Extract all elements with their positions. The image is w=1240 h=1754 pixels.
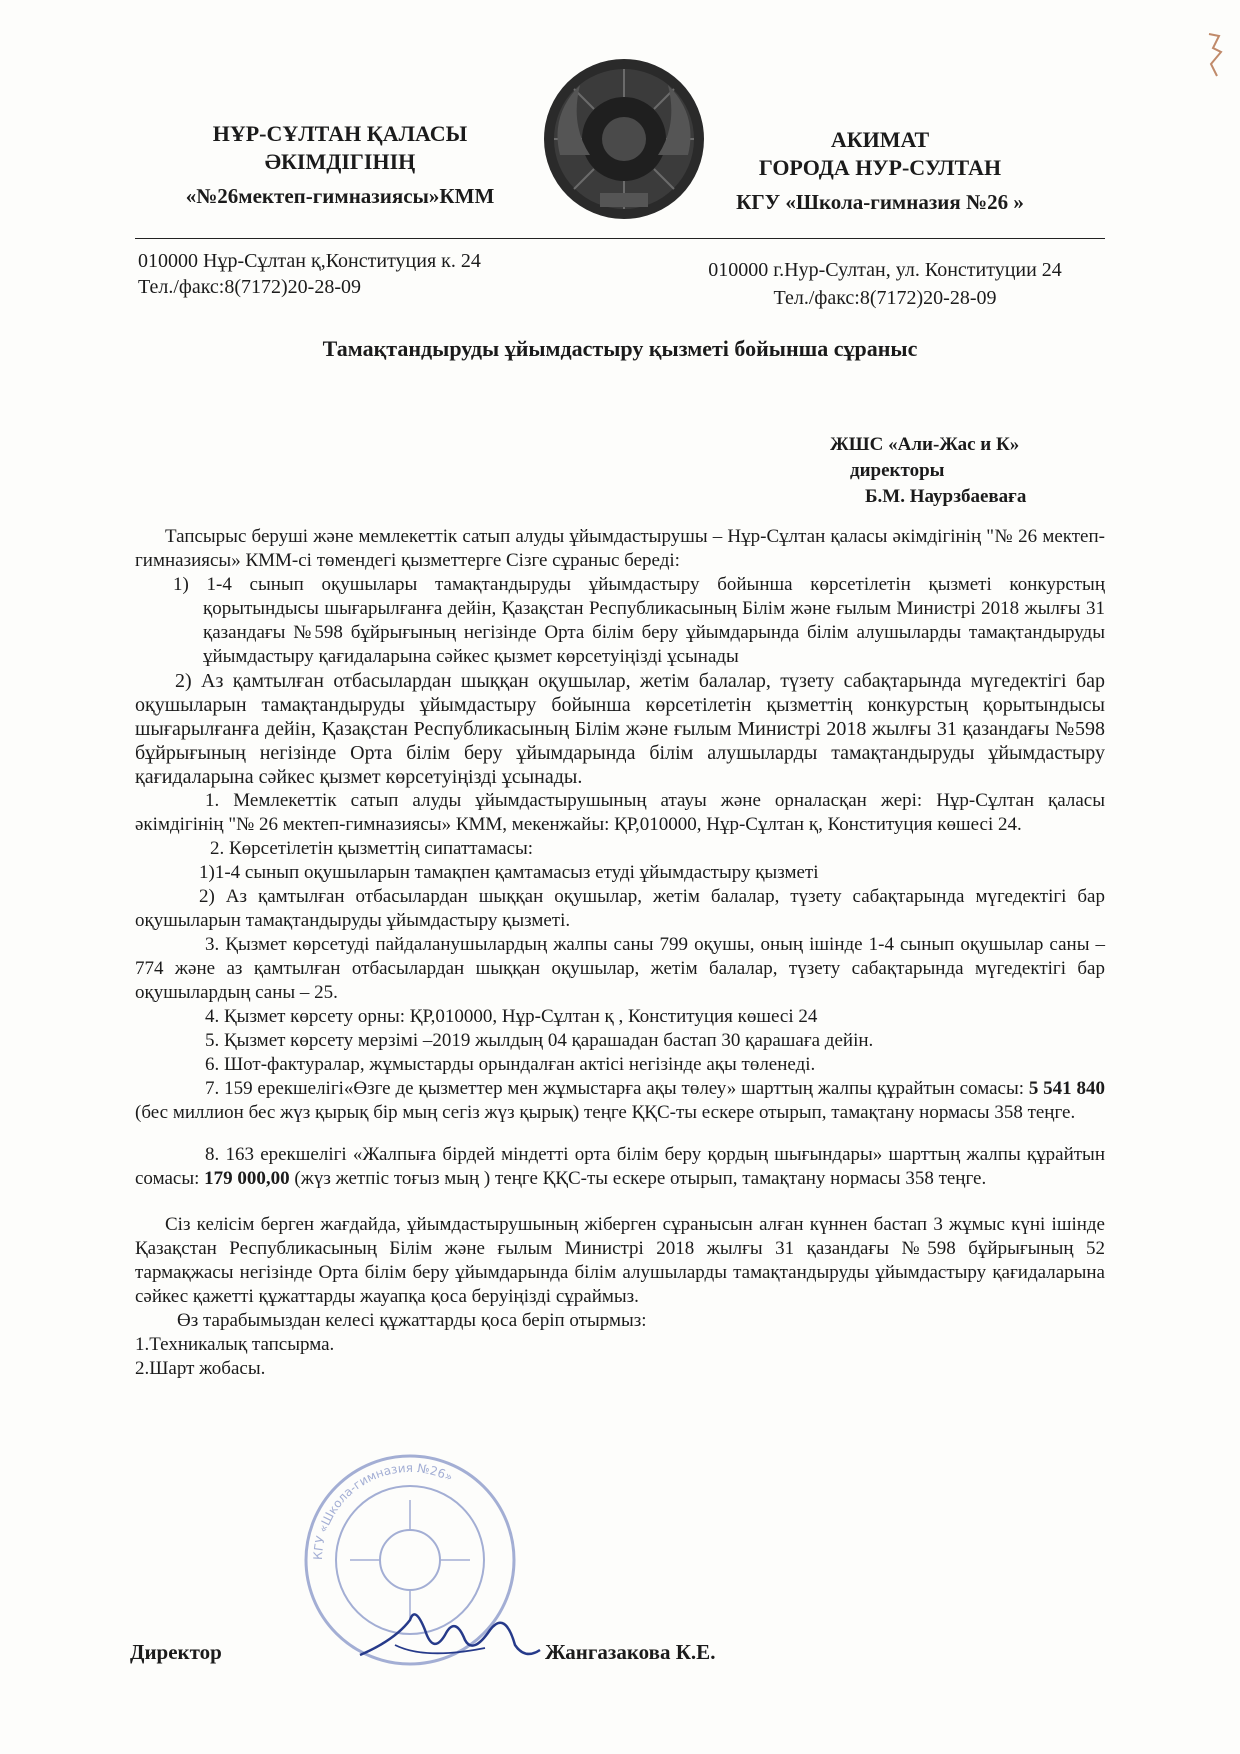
header-kz-line1: НҰР-СҰЛТАН ҚАЛАСЫ <box>212 121 468 146</box>
clause-1: 1. Мемлекеттік сатып алуды ұйымдастырушының атауы және орналасқан жері: Нұр-Сұлтан қаласы әкімдігінің "№ 26 мектеп-гимназиясы» КММ, мекенжайы: ҚР,010000, Нұр-Сұлтан қ, Конституция көшесі 24. <box>135 790 1105 835</box>
address-kazakh <box>138 248 481 300</box>
clause-8-text-a: 8. 163 ерекшелігі «Жалпыға бірдей міндетті орта білім беру қордың шығындары» шарттың жалпы құрайтын сомасы: <box>135 1144 1105 1189</box>
clause-3: 3. Қызмет көрсетуді пайдаланушылардың жалпы саны 799 оқушы, оның ішінде 1-4 сынып оқушылар саны – 774 және аз қамтылған отбасылардан шыққан оқушылар, жетім балалар, түзету сабақтарында мүгедектігі бар оқушылардың саны – 25. <box>135 934 1105 1003</box>
clause-2: 2. Көрсетілетін қызметтің сипаттамасы: <box>210 838 534 859</box>
clause-7-text-b: (бес миллион бес жүз қырық бір мың сегіз жүз қырық) теңге ҚҚС-ты ескере отырып, тамақтану нормасы 358 теңге. <box>135 1102 1076 1123</box>
state-emblem-icon <box>540 55 708 223</box>
header-ru-line2: ГОРОДА НУР-СУЛТАН <box>758 155 1002 180</box>
clause-7-text-a: 7. 159 ерекшелігі«Өзге де қызметтер мен жұмыстарға ақы төлеу» шарттың жалпы құрайтын сомасы: <box>205 1078 1029 1099</box>
service-item-1: 1) 1-4 сынып оқушылары тамақтандыруды ұйымдастыру бойынша көрсетілетін қызметі конкурстың қорытындысы шығарылғанға дейін, Қазақстан Республикасының Білім және ғылым Министрі 2018 жылғы 31 қазандағы №598 бұйрығының негізінде Орта білім беру ұйымдарында білім алушыларды тамақтандыруды ұйымдастыру қағидаларына сәйкес қызмет көрсетуіңізді ұсынады <box>173 574 1105 667</box>
header-ru-line1: АКИМАТ <box>830 127 930 152</box>
addressee-name: Б.М. Наурзбаеваға <box>865 486 1027 507</box>
document-title: Тамақтандыруды ұйымдастыру қызметі бойынша сұраныс <box>322 336 918 361</box>
addressee-position: директоры <box>850 460 945 481</box>
addressee-company: ЖШС «Али-Жас и К» <box>830 434 1020 455</box>
letter-body <box>135 525 1105 1381</box>
header-divider <box>135 238 1105 239</box>
intro-paragraph: Тапсырыс беруші және мемлекеттік сатып алуды ұйымдастырушы – Нұр-Сұлтан қаласы әкімдігінің "№ 26 мектеп-гимназиясы» КММ-сі төмендегі қызметтерге Сізге сұраныс береді: <box>135 526 1105 571</box>
service-item-2: 2) Аз қамтылған отбасылардан шыққан оқушылар, жетім балалар, түзету сабақтарында мүгедектігі бар оқушыларын тамақтандыруды ұйымдастыру бойынша көрсетілетін қызметтің конкурстың қорытындысы шығарылғанға дейін, Қазақстан Республикасының Білім және ғылым Министрі 2018 жылғы 31 қазандағы №598 бұйрығының негізінде Орта білім беру ұйымдарында білім алушыларды тамақтандыруды ұйымдастыру қағидаларына сәйкес қызмет көрсетуіңізді ұсынады. <box>135 670 1105 788</box>
clause-2-1: 1)1-4 сынып оқушыларын тамақпен қамтамасыз етуді ұйымдастыру қызметі <box>199 862 819 883</box>
clause-6: 6. Шот-фактуралар, жұмыстарды орындалған актісі негізінде ақы төленеді. <box>205 1054 816 1075</box>
clause-7 <box>135 1077 1105 1125</box>
attachment-2: 2.Шарт жобасы. <box>135 1358 266 1379</box>
header-kazakh <box>150 120 530 210</box>
signatory-name: Жангазакова К.Е. <box>545 1640 716 1664</box>
address-ru-street: 010000 г.Нур-Султан, ул. Конституции 24 <box>708 259 1062 281</box>
header-kz-line3: «№26мектеп-гимназиясы»КММ <box>185 184 495 208</box>
clause-4: 4. Қызмет көрсету орны: ҚР,010000, Нұр-Сұлтан қ , Конституция көшесі 24 <box>205 1006 818 1027</box>
address-ru-phone: Тел./факс:8(7172)20-28-09 <box>773 287 997 309</box>
stamp-text: КГУ «Школа-гимназия №26» <box>310 1460 456 1561</box>
address-kz-phone: Тел./факс:8(7172)20-28-09 <box>138 276 361 298</box>
clause-8-amount: 179 000,00 <box>204 1168 290 1189</box>
handwritten-signature-icon <box>355 1600 545 1670</box>
attachment-1: 1.Техникалық тапсырма. <box>135 1334 335 1355</box>
clause-7-amount: 5 541 840 <box>1028 1078 1106 1099</box>
address-kz-street: 010000 Нұр-Сұлтан қ,Конституция к. 24 <box>138 250 481 272</box>
corner-mark-icon <box>1205 30 1227 80</box>
clause-2-2: 2) Аз қамтылған отбасылардан шыққан оқушылар, жетім балалар, түзету сабақтарында мүгедектігі бар оқушыларын тамақтандыруды ұйымдастыру қызметі. <box>135 886 1105 931</box>
enclosure-intro: Өз тарабымыздан келесі құжаттарды қоса беріп отырмыз: <box>177 1310 647 1331</box>
clause-5: 5. Қызмет көрсету мерзімі –2019 жылдың 04 қарашадан бастап 30 қарашаға дейін. <box>205 1030 874 1051</box>
signatory-title: Директор <box>130 1640 222 1664</box>
header-ru-line3: КГУ «Школа-гимназия №26 » <box>736 190 1024 214</box>
clause-8 <box>135 1143 1105 1191</box>
address-russian <box>660 256 1110 312</box>
addressee-block <box>830 432 1026 510</box>
clause-8-text-b: (жүз жетпіс тоғыз мың ) теңге ҚҚС-ты ескере отырып, тамақтану нормасы 358 теңге. <box>289 1168 987 1189</box>
request-paragraph: Сіз келісім берген жағдайда, ұйымдастырушының жіберген сұранысын алған күннен бастап 3 жұмыс күні ішінде Қазақстан Республикасының Білім және ғылым Министрі 2018 жылғы 31 қазандағы №598 бұйрығының 52 тармақжасы негізінде Орта білім беру ұйымдарында білім алушыларды тамақтандыруды ұйымдастыру қағидаларына сәйкес қажетті құжаттарды жауапқа қоса беруіңізді сұраймыз. <box>135 1214 1105 1307</box>
header-russian <box>690 126 1070 216</box>
header-kz-line2: ӘКІМДІГІНІҢ <box>264 149 416 174</box>
